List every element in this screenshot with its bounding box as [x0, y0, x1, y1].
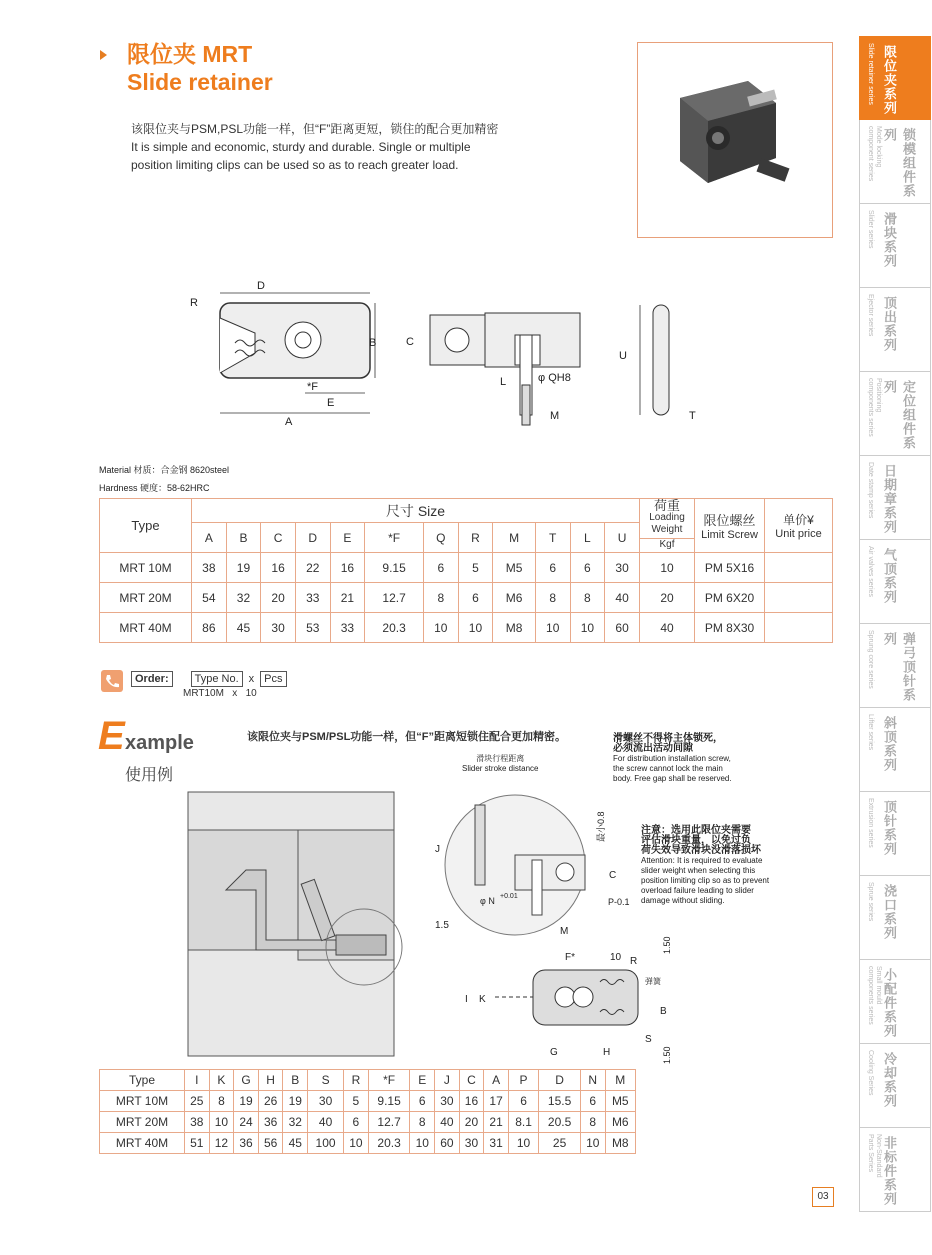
top-view-drawing [185, 278, 385, 438]
ex-cell: 10 [580, 1133, 605, 1154]
cell: 8 [570, 583, 605, 613]
material-info [99, 461, 229, 497]
ex-cell: 24 [234, 1112, 259, 1133]
label-R: R [190, 297, 198, 309]
ex-th: S [308, 1070, 344, 1091]
attn-cn3: 荷失效导致滑块没滑落损坏 [641, 845, 761, 856]
cell: 10 [423, 613, 458, 643]
hardness-line: Hardness 硬度：58-62HRC [99, 483, 210, 493]
th-col: L [570, 523, 605, 553]
table-row [100, 613, 833, 643]
label-1-5: 1.5 [435, 920, 449, 931]
stroke-en: Slider stroke distance [462, 764, 539, 773]
label-B2: B [660, 1006, 667, 1017]
nav-en: Cooling Series [867, 1050, 874, 1096]
ex-cell: 8 [410, 1112, 435, 1133]
description-en-1: It is simple and economic, sturdy and durable. Single or multiple [131, 140, 471, 154]
label-N-tol: +0.01 [500, 893, 518, 900]
th-screw-cn: 限位螺丝 [703, 513, 756, 528]
cell: 8 [423, 583, 458, 613]
cell-load: 20 [640, 583, 695, 613]
label-B: B [369, 337, 377, 349]
label-spring: 弹簧 [645, 977, 661, 986]
ex-cell: 36 [258, 1112, 283, 1133]
cell: 20.3 [365, 613, 424, 643]
cell: 6 [423, 553, 458, 583]
th-col: B [226, 523, 261, 553]
description-cn: 该限位夹与PSM,PSL功能一样，但“F”距离更短，锁住的配合更加精密 [131, 122, 499, 136]
ex-cell: 45 [283, 1133, 308, 1154]
cell: 6 [535, 553, 570, 583]
stroke-note [462, 754, 538, 774]
ex-cell: 6 [508, 1091, 538, 1112]
table-row [100, 1091, 636, 1112]
nav-cn: 斜顶系列 [882, 716, 897, 772]
phone-icon [101, 670, 123, 692]
cell: 16 [330, 553, 365, 583]
cell-price [765, 553, 833, 583]
nav-cn: 冷却系列 [882, 1052, 897, 1108]
nav-en: Extrusion series [867, 798, 874, 848]
cell-type: MRT 10M [100, 553, 192, 583]
spec-table [99, 498, 833, 643]
screw-note [613, 734, 732, 784]
ex-cell: 10 [410, 1133, 435, 1154]
ex-cell: 51 [185, 1133, 210, 1154]
screw-note-en1: For distribution installation screw, [613, 754, 731, 763]
ex-cell: 20.3 [368, 1133, 410, 1154]
label-S: S [645, 1034, 652, 1045]
ex-cell: 40 [308, 1112, 344, 1133]
th-col: T [535, 523, 570, 553]
ex-cell: 30 [308, 1091, 344, 1112]
order-pcs: Pcs [260, 671, 286, 687]
ex-cell: 19 [234, 1091, 259, 1112]
ex-th: D [539, 1070, 581, 1091]
nav-item-slide-retainer[interactable] [859, 36, 931, 120]
label-F: *F [307, 381, 318, 393]
th-col: C [261, 523, 296, 553]
nav-item-non-standard[interactable] [859, 1128, 931, 1212]
description-en-2: position limiting clips can be used so as to reach greater load. [131, 158, 459, 172]
nav-cn: 定位组件系列 [882, 380, 916, 450]
ex-cell: 60 [435, 1133, 460, 1154]
label-T: T [689, 410, 696, 422]
attn-cn2: 评估滑块重量，以免过负 [641, 835, 751, 846]
nav-item-air-valves[interactable] [859, 540, 931, 624]
ex-cell: 9.15 [368, 1091, 410, 1112]
nav-cn: 日期章系列 [882, 464, 897, 534]
ex-cell: 56 [258, 1133, 283, 1154]
cell: 16 [261, 553, 296, 583]
cell: 20 [261, 583, 296, 613]
stroke-cn: 滑块行程距离 [476, 754, 525, 763]
label-C: C [406, 336, 414, 348]
example-cn: 使用例 [125, 767, 174, 784]
th-load-cn: 荷重 [653, 498, 680, 513]
mold-assembly-drawing [186, 790, 396, 1058]
th-col: M [493, 523, 536, 553]
cell-load: 40 [640, 613, 695, 643]
order-label: Order: [131, 671, 173, 687]
ex-cell: MRT 10M [100, 1091, 185, 1112]
cell: 54 [192, 583, 227, 613]
label-U: U [619, 350, 627, 362]
order-line [131, 671, 287, 687]
nav-cn: 顶针系列 [882, 800, 897, 856]
th-type: Type [100, 499, 192, 553]
ex-th: M [605, 1070, 635, 1091]
cell: 30 [261, 613, 296, 643]
nav-item-lifter[interactable] [859, 708, 931, 792]
ex-cell: 8 [209, 1091, 234, 1112]
th-col: A [192, 523, 227, 553]
cell-screw: PM 6X20 [695, 583, 765, 613]
ex-cell: 30 [435, 1091, 460, 1112]
example-title: xample [125, 732, 194, 754]
cell: 6 [458, 583, 493, 613]
cell: 10 [535, 613, 570, 643]
example-table [99, 1069, 636, 1154]
cell: 33 [295, 583, 330, 613]
cell: 53 [295, 613, 330, 643]
cell: 33 [330, 613, 365, 643]
cell-screw: PM 8X30 [695, 613, 765, 643]
attn-en2: slider weight when selecting this [641, 866, 756, 875]
ex-cell: 6 [580, 1091, 605, 1112]
nav-item-mode-locking[interactable] [859, 120, 931, 204]
th-price-en: Unit price [775, 528, 822, 540]
order-example: MRT10M x 10 [183, 688, 257, 699]
cell: 5 [458, 553, 493, 583]
bottom-detail-drawing [455, 932, 685, 1067]
label-I: I [465, 994, 468, 1005]
cell: 60 [605, 613, 640, 643]
ex-th: E [410, 1070, 435, 1091]
cell: 10 [458, 613, 493, 643]
cell-price [765, 613, 833, 643]
ex-cell: 20 [459, 1112, 484, 1133]
ex-cell: 10 [344, 1133, 369, 1154]
nav-en: Date stamp series [867, 462, 874, 519]
th-col: Q [423, 523, 458, 553]
screw-note-cn2: 必须流出活动间隙 [613, 743, 693, 754]
label-N: φ N [480, 896, 495, 906]
ex-cell: 30 [459, 1133, 484, 1154]
example-e: E [98, 714, 125, 758]
ex-cell: 26 [258, 1091, 283, 1112]
label-QH8: φ QH8 [538, 372, 571, 384]
table-row [100, 1112, 636, 1133]
ex-cell: 10 [508, 1133, 538, 1154]
page-number: 03 [812, 1187, 834, 1207]
th-price-cn: 单价¥ [783, 513, 814, 527]
ex-cell: 12.7 [368, 1112, 410, 1133]
nav-item-cooling[interactable] [859, 1044, 931, 1128]
ex-th: B [283, 1070, 308, 1091]
label-1-50b: 1.50 [662, 1046, 672, 1064]
cell: 40 [605, 583, 640, 613]
nav-cn: 气顶系列 [882, 548, 897, 604]
ex-cell: 36 [234, 1133, 259, 1154]
nav-item-positioning[interactable] [859, 372, 931, 456]
description [131, 120, 551, 174]
label-D: D [257, 280, 265, 292]
attn-en4: overload failure leading to slider [641, 886, 754, 895]
label-Fstar: F* [565, 952, 575, 963]
screw-note-en3: body. Free gap shall be reserved. [613, 774, 732, 783]
ex-cell: 20.5 [539, 1112, 581, 1133]
label-G: G [550, 1047, 558, 1058]
label-K: K [479, 994, 486, 1005]
th-col: U [605, 523, 640, 553]
ex-th: N [580, 1070, 605, 1091]
cell: 19 [226, 553, 261, 583]
nav-item-slider[interactable] [859, 204, 931, 288]
attn-en1: Attention: It is required to evaluate [641, 856, 763, 865]
cell: 6 [570, 553, 605, 583]
screw-note-cn1: 滑螺丝不得将主体锁死， [613, 733, 723, 744]
nav-en: Sprung core series [867, 630, 874, 689]
nav-cn: 弹弓顶针系列 [882, 632, 916, 702]
th-screw [695, 499, 765, 553]
cell-price [765, 583, 833, 613]
cell: 38 [192, 553, 227, 583]
cell: 8 [535, 583, 570, 613]
th-load-unit: Kgf [640, 538, 694, 551]
pin-drawing [615, 295, 705, 435]
ex-cell: 17 [484, 1091, 509, 1112]
th-col: E [330, 523, 365, 553]
series-nav [859, 36, 931, 1212]
cell-load: 10 [640, 553, 695, 583]
ex-th: I [185, 1070, 210, 1091]
th-col: D [295, 523, 330, 553]
th-col: R [458, 523, 493, 553]
cell: 22 [295, 553, 330, 583]
nav-en: Sprue series [867, 882, 874, 922]
nav-cn: 浇口系列 [882, 884, 897, 940]
nav-item-sprung-core[interactable] [859, 624, 931, 708]
order-x: x [248, 673, 255, 685]
ex-cell: 15.5 [539, 1091, 581, 1112]
ex-th: R [344, 1070, 369, 1091]
side-view-drawing [400, 295, 600, 440]
nav-en: Slider series [867, 210, 874, 249]
nav-item-sprue[interactable] [859, 876, 931, 960]
nav-en: Mode locking component series [867, 126, 882, 182]
ex-cell: 21 [484, 1112, 509, 1133]
ex-cell: MRT 20M [100, 1112, 185, 1133]
ex-th: *F [368, 1070, 410, 1091]
nav-item-extrusion[interactable] [859, 792, 931, 876]
th-size: 尺寸 Size [192, 499, 640, 523]
nav-item-ejector[interactable] [859, 288, 931, 372]
ex-cell: MRT 40M [100, 1133, 185, 1154]
label-10: 10 [610, 952, 622, 963]
label-M2: M [560, 926, 569, 937]
label-L: L [500, 376, 507, 388]
ex-th: A [484, 1070, 509, 1091]
ex-cell: 19 [283, 1091, 308, 1112]
attention-note [641, 826, 769, 906]
ex-cell: 6 [344, 1112, 369, 1133]
cell: 86 [192, 613, 227, 643]
ex-cell: 100 [308, 1133, 344, 1154]
nav-cn: 限位夹系列 [882, 45, 897, 115]
ex-th: H [258, 1070, 283, 1091]
table-row [100, 1133, 636, 1154]
ex-th: G [234, 1070, 259, 1091]
page-title-cn: 限位夹 MRT [127, 41, 253, 67]
th-load-en1: Loading [649, 512, 685, 523]
ex-cell: 16 [459, 1091, 484, 1112]
ex-cell: 40 [435, 1112, 460, 1133]
label-R2: R [630, 956, 638, 967]
label-J: J [435, 844, 440, 855]
ex-th: Type [100, 1070, 185, 1091]
attn-en3: position limiting clip so as to prevent [641, 876, 770, 885]
ex-cell: 10 [209, 1112, 234, 1133]
ex-th: P [508, 1070, 538, 1091]
ex-th: K [209, 1070, 234, 1091]
label-C2: C [609, 870, 617, 881]
cell-screw: PM 5X16 [695, 553, 765, 583]
nav-cn: 小配件系列 [882, 968, 897, 1038]
nav-item-date-stamp[interactable] [859, 456, 931, 540]
nav-cn: 滑块系列 [882, 212, 897, 268]
ex-cell: 12 [209, 1133, 234, 1154]
example-desc: 该限位夹与PSM/PSL功能一样，但“F”距离短锁住配合更加精密。 [247, 731, 567, 743]
attn-en5: damage without sliding. [641, 896, 725, 905]
cell-type: MRT 40M [100, 613, 192, 643]
label-A: A [285, 416, 293, 428]
nav-en: Small mould components series [867, 966, 882, 1025]
slide-retainer-photo-icon [638, 43, 832, 237]
ex-th: J [435, 1070, 460, 1091]
order-type-no: Type No. [191, 671, 243, 687]
th-screw-en: Limit Screw [701, 529, 758, 541]
cell: 9.15 [365, 553, 424, 583]
label-max: 最小0.8 [596, 811, 606, 842]
nav-en: Ejector series [867, 294, 874, 337]
label-P: P-0.1 [608, 897, 630, 907]
cell: M8 [493, 613, 536, 643]
cell: 10 [570, 613, 605, 643]
ex-cell: 8.1 [508, 1112, 538, 1133]
ex-cell: 31 [484, 1133, 509, 1154]
page-title-en: Slide retainer [127, 69, 273, 95]
title-arrow-icon [100, 50, 107, 60]
ex-cell: M8 [605, 1133, 635, 1154]
nav-en: Air valves series [867, 546, 874, 597]
screw-note-en2: the screw cannot lock the main [613, 764, 723, 773]
cell-type: MRT 20M [100, 583, 192, 613]
nav-cn: 非标件系列 [882, 1136, 897, 1206]
ex-cell: 38 [185, 1112, 210, 1133]
label-1-50a: 1.50 [662, 936, 672, 954]
cell: 32 [226, 583, 261, 613]
ex-cell: M5 [605, 1091, 635, 1112]
nav-en: Slide retainer series [867, 43, 874, 105]
material-line: Material 材质：合金钢 8620steel [99, 465, 230, 475]
cell: 45 [226, 613, 261, 643]
detail-drawing [430, 790, 630, 940]
nav-en: Lifter series [867, 714, 874, 751]
table-row [100, 553, 833, 583]
table-row [100, 583, 833, 613]
th-load [640, 499, 695, 553]
ex-cell: 25 [185, 1091, 210, 1112]
nav-item-small-mould[interactable] [859, 960, 931, 1044]
nav-cn: 顶出系列 [882, 296, 897, 352]
cell: 21 [330, 583, 365, 613]
attn-cn1: 注意：选用此限位夹需要 [641, 825, 751, 836]
ex-cell: 32 [283, 1112, 308, 1133]
nav-cn: 锁模组件系列 [882, 128, 916, 198]
cell: 30 [605, 553, 640, 583]
ex-cell: 5 [344, 1091, 369, 1112]
th-load-en2: Weight [651, 524, 683, 535]
label-M: M [550, 410, 560, 422]
nav-en: Non-Standard Parts Series [867, 1134, 882, 1178]
ex-cell: 6 [410, 1091, 435, 1112]
nav-en: Positioning components series [867, 378, 882, 437]
ex-th: C [459, 1070, 484, 1091]
th-price [765, 499, 833, 553]
ex-cell: 8 [580, 1112, 605, 1133]
ex-cell: 25 [539, 1133, 581, 1154]
cell: M6 [493, 583, 536, 613]
ex-cell: M6 [605, 1112, 635, 1133]
label-E: E [327, 397, 335, 409]
cell: M5 [493, 553, 536, 583]
product-photo [637, 42, 833, 238]
cell: 12.7 [365, 583, 424, 613]
label-H: H [603, 1047, 611, 1058]
ex-header-row [100, 1070, 636, 1091]
th-col: *F [365, 523, 424, 553]
